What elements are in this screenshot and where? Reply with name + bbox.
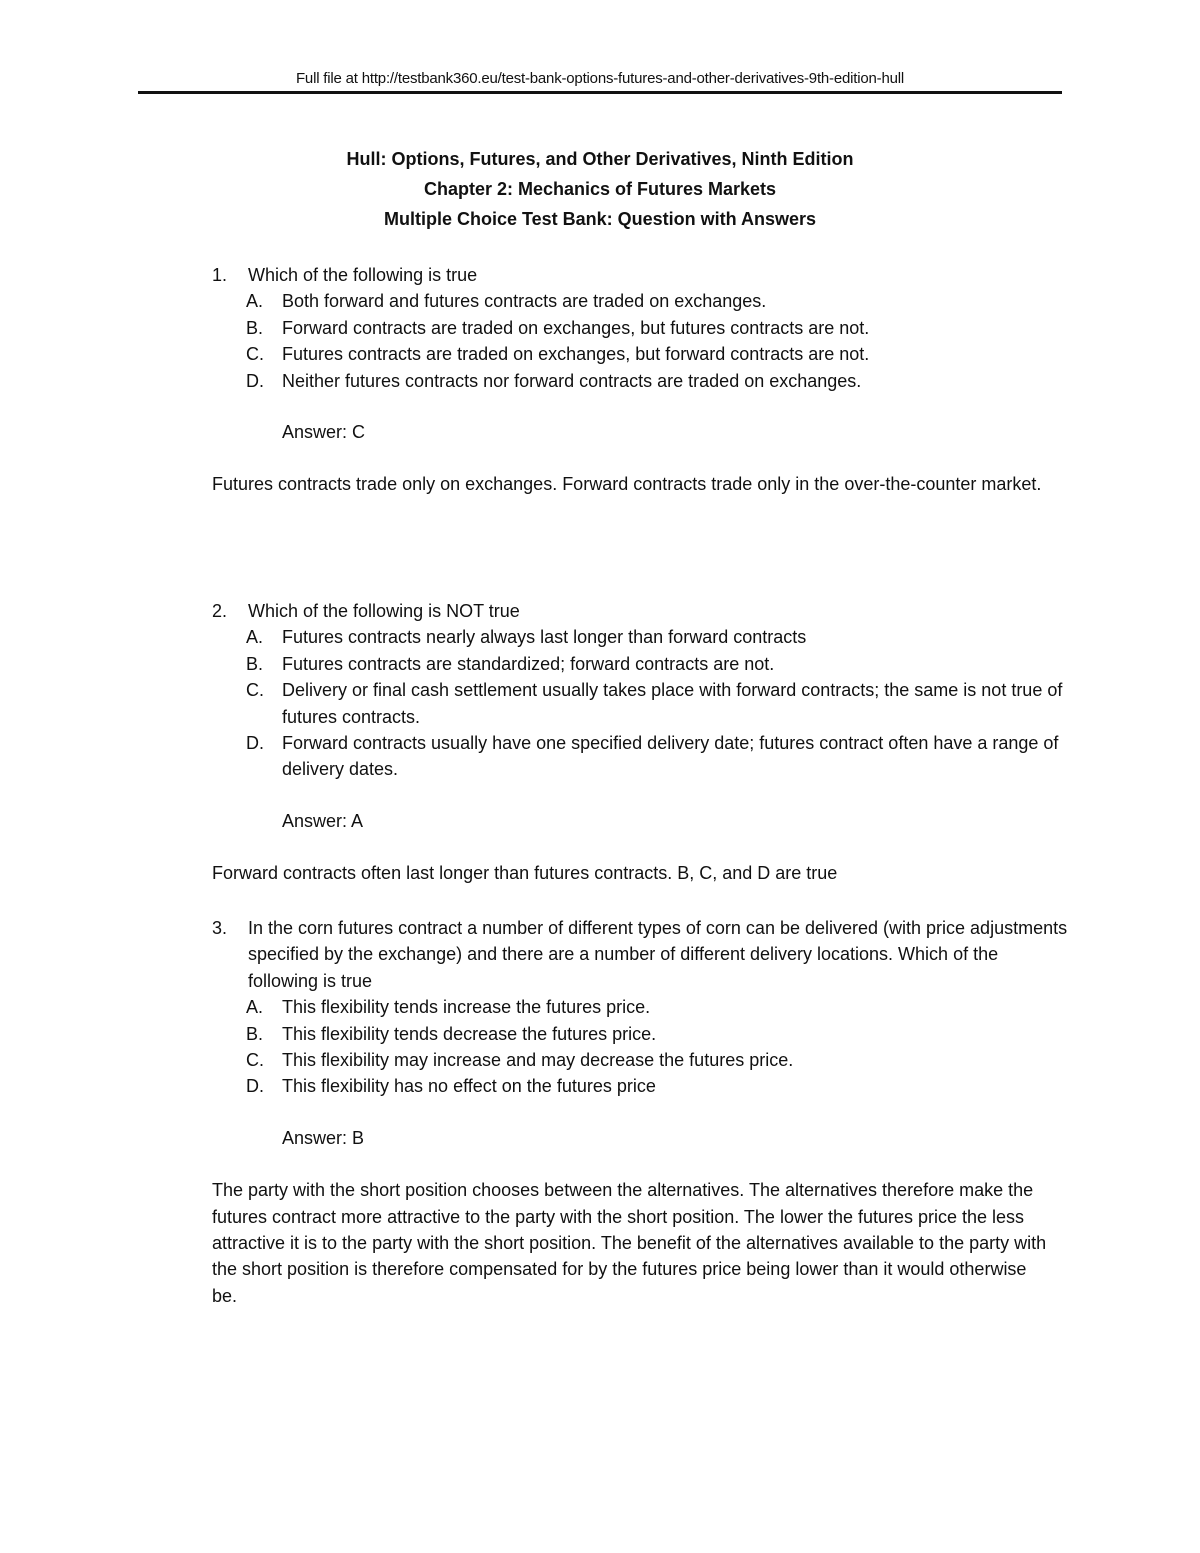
source-note: Full file at http://testbank360.eu/test-bank-options-futures-and-other-derivatives-9th-edition-hull: [295, 70, 905, 87]
option-text: Both forward and futures contracts are traded on exchanges.: [282, 291, 767, 312]
option-text: This flexibility tends increase the futures price.: [282, 997, 651, 1018]
question-number: 3.: [212, 918, 228, 938]
option-letter: C.: [246, 680, 264, 701]
answer-line: Answer: A: [282, 810, 364, 831]
option-d: [212, 1073, 1072, 1099]
question-text: Which of the following is true: [248, 265, 478, 285]
option-b: [212, 315, 1072, 341]
option-list: [212, 994, 1072, 1100]
option-c: [212, 1047, 1072, 1073]
option-letter: D.: [246, 733, 264, 754]
question-number: 1.: [212, 265, 228, 285]
test-bank-title: Multiple Choice Test Bank: Question with Answers: [383, 209, 817, 229]
option-text: Futures contracts are traded on exchanges, but forward contracts are not.: [282, 344, 870, 365]
question-1: [212, 262, 1072, 498]
question-2: [212, 598, 1072, 887]
option-letter: D.: [246, 370, 264, 391]
document-titles: [138, 144, 1062, 234]
question-stem: [212, 262, 1072, 288]
option-d: [212, 368, 1072, 394]
question-number: 2.: [212, 601, 228, 621]
option-text: Futures contracts are standardized; forward contracts are not.: [282, 653, 775, 674]
answer-explanation: Forward contracts often last longer than futures contracts. B, C, and D are true: [212, 863, 838, 884]
option-a: [212, 994, 1072, 1020]
option-text: Neither futures contracts nor forward contracts are traded on exchanges.: [282, 370, 862, 391]
question-stem: [212, 915, 1072, 994]
option-letter: A.: [246, 997, 264, 1018]
question-3: [212, 915, 1072, 1309]
option-text: This flexibility tends decrease the futures price.: [282, 1023, 657, 1044]
option-b: [212, 651, 1072, 677]
option-letter: D.: [246, 1076, 264, 1097]
option-c: [212, 677, 1072, 730]
chapter-title: Chapter 2: Mechanics of Futures Markets: [423, 179, 777, 199]
option-letter: C.: [246, 344, 264, 365]
book-title: Hull: Options, Futures, and Other Derivatives, Ninth Edition: [346, 149, 854, 169]
option-text: Futures contracts nearly always last longer than forward contracts: [282, 627, 807, 648]
option-list: [212, 624, 1072, 782]
option-text: Forward contracts are traded on exchanges, but futures contracts are not.: [282, 317, 870, 338]
answer-line: Answer: C: [282, 422, 366, 443]
header-divider: [138, 91, 1062, 94]
option-list: [212, 288, 1072, 394]
option-letter: B.: [246, 317, 264, 338]
question-text: In the corn futures contract a number of different types of corn can be delivered (with price adjustments specified by the exchange) and there are a number of different delivery locations. Which of the following is true: [248, 918, 1068, 991]
question-text: Which of the following is NOT true: [248, 601, 520, 621]
option-text: This flexibility may increase and may decrease the futures price.: [282, 1050, 794, 1071]
option-text: Delivery or final cash settlement usually takes place with forward contracts; the same is not true of futures contracts.: [282, 680, 1063, 727]
answer-line: Answer: B: [282, 1127, 365, 1148]
option-c: [212, 341, 1072, 367]
option-a: [212, 624, 1072, 650]
option-letter: C.: [246, 1050, 264, 1071]
answer-explanation: Futures contracts trade only on exchanges. Forward contracts trade only in the over-the-counter market.: [212, 474, 1042, 495]
option-letter: B.: [246, 653, 264, 674]
option-b: [212, 1021, 1072, 1047]
option-text: This flexibility has no effect on the futures price: [282, 1076, 656, 1097]
option-letter: A.: [246, 627, 264, 648]
question-stem: [212, 598, 1072, 624]
option-d: [212, 730, 1072, 783]
option-letter: B.: [246, 1023, 264, 1044]
option-letter: A.: [246, 291, 264, 312]
answer-explanation: The party with the short position chooses between the alternatives. The alternatives therefore make the futures contract more attractive to the party with the short position. The lower the futures price the less attractive it is to the party with the short position. The benefit of the alternatives available to the party with the short position is therefore compensated for by the futures price being lower than it would otherwise be.: [212, 1180, 1047, 1306]
option-a: [212, 288, 1072, 314]
option-text: Forward contracts usually have one specified delivery date; futures contract often have a range of delivery dates.: [282, 733, 1059, 780]
